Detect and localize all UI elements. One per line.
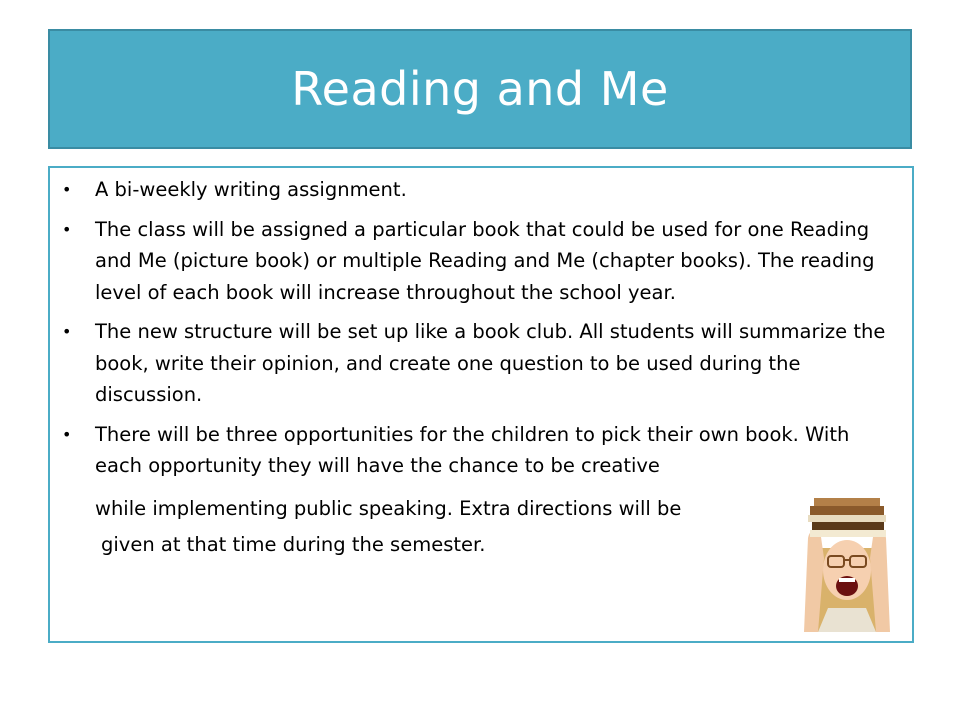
bullet-text: A bi-weekly writing assignment. — [95, 178, 407, 201]
bullet-text: The new structure will be set up like a book club. All students will summarize the book, write their opinion, and create one question to be used during the discussion. — [95, 320, 886, 406]
title-banner — [48, 29, 912, 149]
stressed-student-with-books-icon — [798, 498, 896, 632]
bullet-item — [50, 214, 900, 309]
bullet-dot-icon: • — [62, 180, 72, 199]
bullet-dot-icon: • — [62, 322, 72, 341]
content-box — [48, 166, 914, 643]
continuation-line: given at that time during the semester. — [101, 533, 486, 556]
bullet-list — [50, 174, 900, 561]
bullet-dot-icon: • — [62, 219, 72, 239]
bullet-item — [50, 174, 900, 206]
bullet-item — [50, 316, 900, 411]
bullet-text: The class will be assigned a particular book that could be used for one Reading and Me (picture book) or multiple Reading and Me (chapter books). The reading level of each book will increase throughout the school year. — [95, 217, 875, 304]
continuation-line: while implementing public speaking. Extra directions will be — [95, 496, 682, 520]
slide-title: Reading and Me — [291, 62, 669, 116]
bullet-text: There will be three opportunities for the children to pick their own book. With each opportunity they will have the chance to be creative — [95, 422, 850, 477]
bullet-dot-icon: • — [62, 424, 72, 444]
bullet-item — [50, 419, 900, 561]
